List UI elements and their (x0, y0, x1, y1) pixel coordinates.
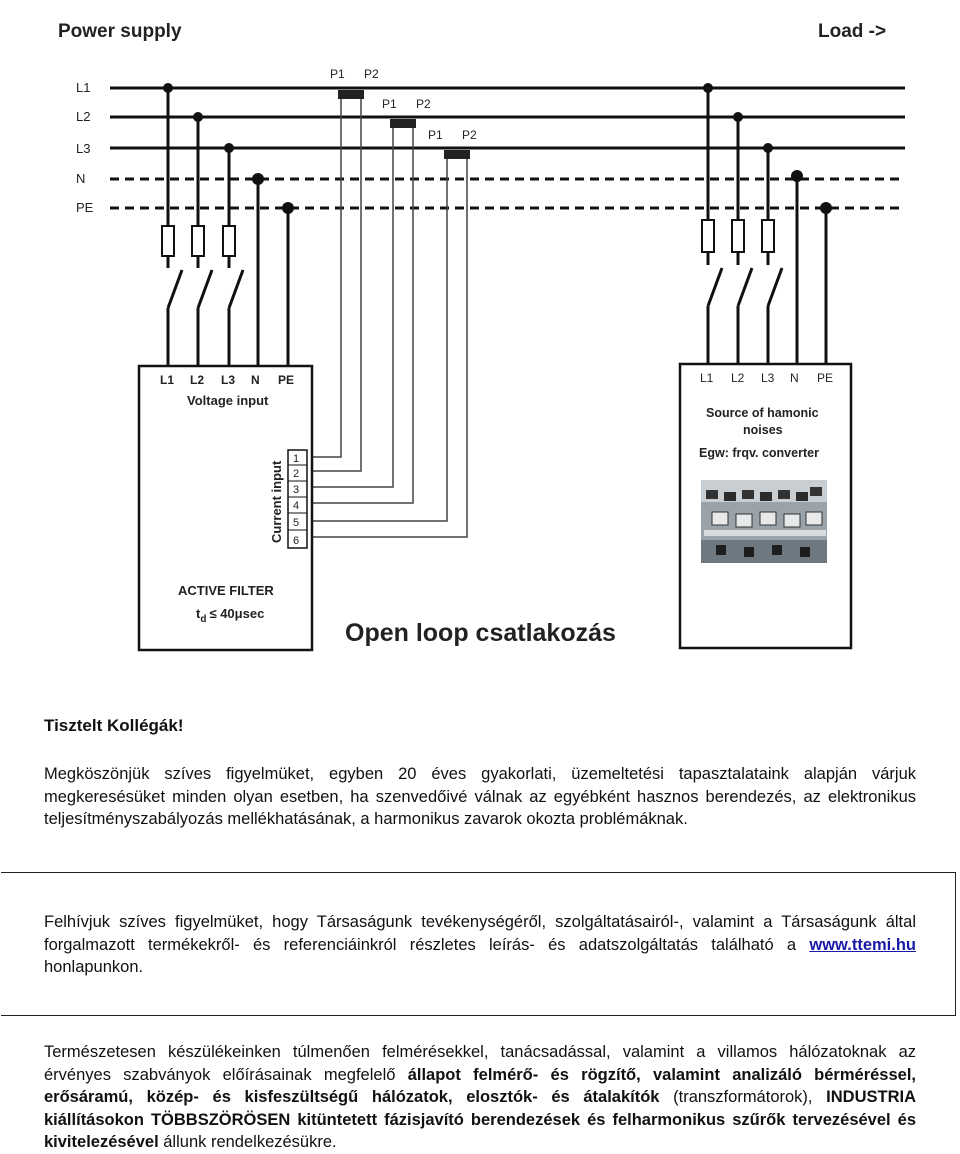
filter-terminal-l3: L3 (221, 373, 236, 387)
computer-lab-photo (701, 480, 827, 563)
diagram-title: Open loop csatlakozás (345, 619, 616, 647)
services-text-d: INDUSTRIA kiállításokon TÖBBSZÖRÖSEN kitüntetett fázisjavító berendezések és felharmonikus szűrők tervezésével és kivitelezésével (44, 1088, 916, 1151)
power-supply-label: Power supply (58, 21, 182, 42)
voltage-input-label: Voltage input (187, 393, 269, 408)
pin-1: 1 (293, 453, 300, 465)
current-transformers (330, 67, 477, 159)
info-box-text-end: honlapunkon. (44, 958, 144, 976)
load-label: Load -> (818, 21, 887, 42)
active-filter-label: ACTIVE FILTER (178, 583, 274, 598)
ct3-p1-label: P1 (428, 128, 443, 142)
services-text-a: Természetesen készülékeinken túlmenően felmérésekkel, tanácsadással, valamint a villamos hálózatoknak az érvényes szabványok előírásainak megfelelő (44, 1043, 916, 1084)
pin-6: 6 (293, 535, 300, 547)
info-box-text (44, 911, 916, 979)
load-terminal-pe: PE (817, 371, 834, 385)
load-terminal-l2: L2 (731, 371, 745, 385)
source-line-3: Egw: frqv. converter (699, 446, 819, 460)
greeting: Tisztelt Kollégák! (44, 716, 184, 735)
fuse-icon (732, 220, 744, 252)
line-label-l3: L3 (76, 141, 91, 156)
current-input-pins (288, 450, 307, 548)
ct1-sensor (338, 90, 364, 99)
td-spec: $t_d \le 40\mu\sec$ (196, 606, 265, 625)
load-fuses (702, 220, 774, 252)
current-input-label: Current input (269, 460, 284, 543)
ct2-sensor (390, 119, 416, 128)
fuse-icon (192, 226, 204, 256)
pin-3: 3 (293, 484, 300, 496)
line-label-pe: PE (76, 200, 94, 215)
line-label-l1: L1 (76, 80, 91, 95)
load-terminal-l1: L1 (700, 371, 714, 385)
filter-terminal-l2: L2 (190, 373, 205, 387)
supply-fuses (162, 226, 235, 256)
source-line-2: noises (743, 423, 783, 437)
pin-5: 5 (293, 517, 300, 529)
line-label-l2: L2 (76, 109, 91, 124)
line-label-n: N (76, 171, 86, 186)
fuse-icon (702, 220, 714, 252)
source-line-1: Source of hamonic (706, 406, 819, 420)
intro-paragraph: Megköszönjük szíves figyelmüket, egyben 20 éves gyakorlati, üzemeltetési tapasztalataink alapján várjuk megkeresésüket minden olyan esetben, ha szenvedőivé válnak az egyébként hasznos berendezés, az elektronikus teljesítményszabályozás mellékhatásának, a harmonikus zavarok okozta problémáknak. (44, 765, 916, 828)
website-link[interactable]: www.ttemi.hu (809, 935, 916, 954)
ct2-p1-label: P1 (382, 97, 397, 111)
pin-4: 4 (293, 500, 300, 512)
info-box-text-start: Felhívjuk szíves figyelmüket, hogy Társaságunk tevékenységéről, szolgáltatásairól-, valamint a Társaságunk által forgalmazott termékekről- és referenciáinkról részletes leírás- és adatszolgáltatás található a (44, 913, 916, 954)
fuse-icon (162, 226, 174, 256)
load-terminal-l3: L3 (761, 371, 775, 385)
fuse-icon (223, 226, 235, 256)
load-terminal-n: N (790, 371, 799, 385)
services-text-e: állunk rendelkezésükre. (158, 1133, 337, 1151)
ct-wiring (288, 99, 467, 537)
filter-terminal-pe: PE (278, 373, 295, 387)
ct3-sensor (444, 150, 470, 159)
fuse-icon (762, 220, 774, 252)
ct1-p1-label: P1 (330, 67, 345, 81)
services-text-b: állapot felmérő- és rögzítő, valamint analizáló bérméréssel, erősáramú, közép- és kisfeszültségű hálózatok, elosztók- és átalakítók (44, 1065, 916, 1106)
filter-terminal-n: N (251, 373, 260, 387)
pin-2: 2 (293, 468, 300, 480)
services-text-c: (transzformátorok), (659, 1088, 827, 1106)
ct3-p2-label: P2 (462, 128, 477, 142)
ct1-p2-label: P2 (364, 67, 379, 81)
ct2-p2-label: P2 (416, 97, 431, 111)
filter-terminal-l1: L1 (160, 373, 175, 387)
services-paragraph (44, 1041, 916, 1154)
